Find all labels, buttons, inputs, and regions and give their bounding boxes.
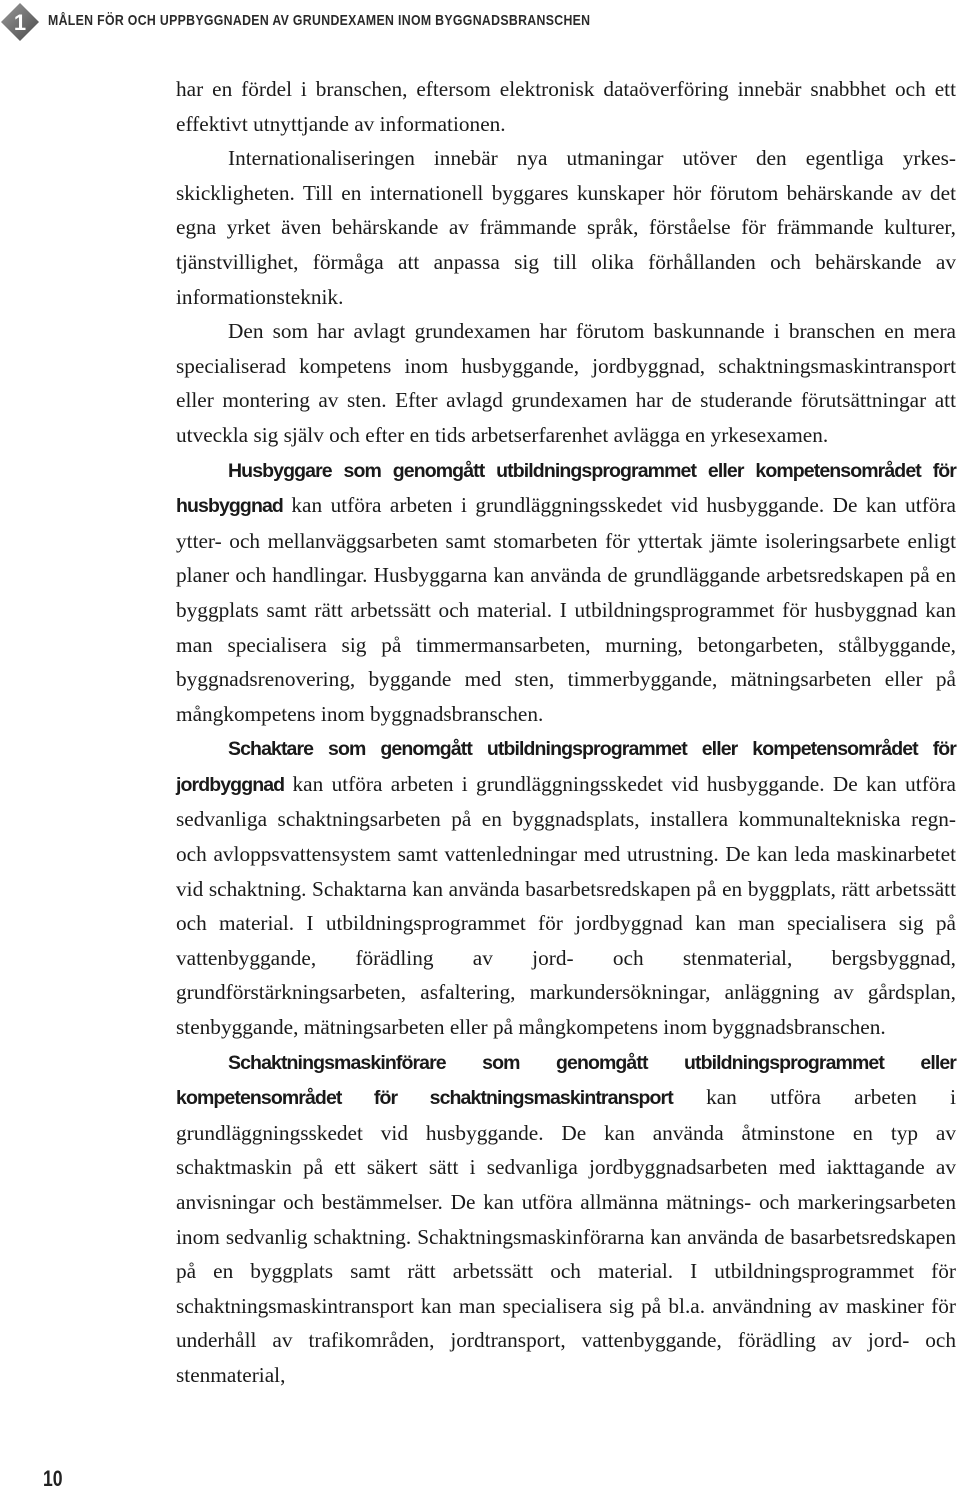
chapter-number: 1 [13,10,27,35]
schaktningsmaskinforare-lead: Schaktningsmaskinförare som genomgått utbildningsprogrammet eller kompetensområdet för schaktningsmaskintransport [176,1051,956,1110]
schaktare-lead: Schaktare som genomgått utbildningsprogrammet eller kompetensområdet för jordbyggnad [176,738,956,796]
paragraph-2: Internationaliseringen innebär nya utmaningar utöver den egentliga yrkesskickligheten. Till en internationell byggares kunskaper hör förutom behärskande av det egna yrket även behärskande av främmande språk, förståelse för främmande kulturer, tjänstvillighet, förmåga att anpassa sig till olika förhållanden och behärskande av informationsteknik. [176,146,956,309]
paragraph-3: Den som har avlagt grundexamen har förutom baskunnande i branschen en mera specialiserad kompetens inom husbyggande, jordbyggnad, schaktningsmaskintransport eller montering av sten. Efter avlagd grundexamen har de studerande förutsättningar att utveckla sig själv och efter en tids arbetserfarenhet avlägga en yrkesexamen. [176,319,956,447]
husbyggare-text: kan utföra arbeten i grundläggningsskedet vid husbyggande. De kan utföra ytter- och mellanväggsarbeten samt stomarbeten för yttertak jämte isoleringsarbete enligt planer och handlingar. Husbyggarna kan använda de grundläggande arbetsredskapen på en byggplats samt rätt arbetssätt och material. I utbildningsprogrammet för husbyggnad kan man specialisera sig på timmermansarbeten, murning, betongarbeten, stålbyggande, byggnadsrenovering, byggande med sten, timmerbyggande, mätningsarbeten eller på mångkompetens inom byggnadsbranschen. [176,493,956,726]
page-number: 10 [43,1466,63,1491]
paragraph-1: har en fördel i branschen, eftersom elektronisk dataöverföring innebär snabbhet och ett effektivt utnyttjande av informationen. [176,77,956,136]
body-text [176,72,956,1393]
schaktningsmaskinforare-text: kan utföra arbeten i grundläggningsskedet vid husbyggande. De kan använda åtminstone en typ av schaktmaskin på ett säkert sätt i sedvanliga jordbyggnadsarbeten med iakttagande av anvisningar och bestämmelser. De kan utföra allmänna mätnings- och markeringsarbeten inom sedvanlig schaktning. Schaktningsmaskinförarna kan använda de basarbetsredskapen på en byggplats samt rätt arbetssätt och material. I utbildningsprogrammet för schaktningsmaskintransport kan man specialisera sig på bl.a. användning av maskiner för underhåll av trafikområden, jordtransport, vattenbyggande, förädling av jord- och stenmaterial, [176,1085,956,1387]
running-title: MÅLEN FÖR OCH UPPBYGGNADEN AV GRUNDEXAMEN INOM BYGGNADSBRANSCHEN [48,12,591,29]
schaktare-text: kan utföra arbeten i grundläggningsskedet vid husbyggande. De kan utföra sedvanliga schaktningsarbeten på en byggnadsplats, installera kommunaltekniska regn- och avloppsvattensystem samt vattenledningar med utrustning. De kan leda maskinarbetet vid schaktning. Schaktarna kan använda basarbetsredskapen på en byggplats, rätt arbetssätt och material. I utbildningsprogrammet för jordbyggnad kan man specialisera sig på vattenbyggande, förädling av jord- och stenmaterial, bergsbyggnad, grundförstärkningsarbeten, asfaltering, markundersökningar, anläggning av gårdsplan, stenbyggande, mätningsarbeten eller på mångkompetens inom byggnadsbranschen. [176,771,956,1040]
husbyggare-lead: Husbyggare som genomgått utbildningsprogrammet eller kompetensområdet för husbyggnad [176,459,956,518]
paragraph-schaktningsmaskinforare [176,1045,956,1393]
paragraph-schaktare [176,731,956,1044]
page-header [0,0,960,44]
paragraph-husbyggare [176,453,956,732]
chapter-diamond-icon [0,2,40,42]
